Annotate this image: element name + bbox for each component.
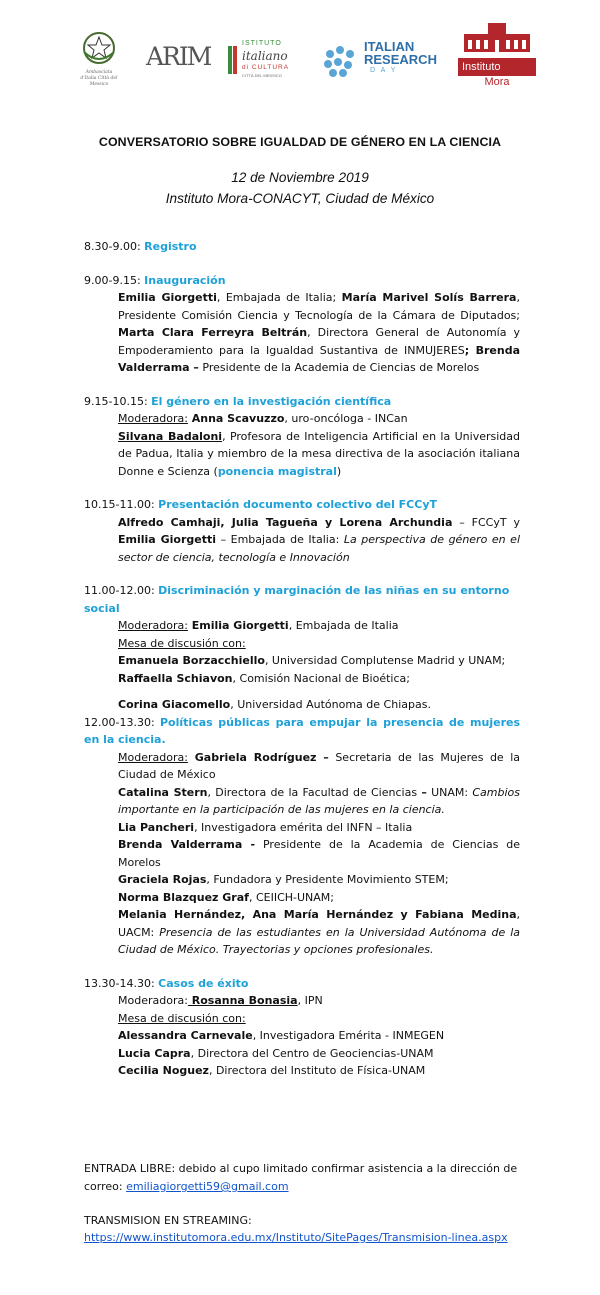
- streaming-link[interactable]: https://www.institutomora.edu.mx/Instituto/SitePages/Transmision-linea.aspx: [84, 1231, 508, 1244]
- mora-line1: Instituto: [458, 58, 536, 76]
- moderator-name: Gabriela Rodríguez –: [187, 750, 329, 764]
- ird-line2: RESEARCH: [364, 52, 437, 67]
- panelist-line: Alessandra Carnevale, Investigadora Emérita - INMEGEN: [118, 1029, 445, 1042]
- session-title: Inauguración: [144, 273, 226, 287]
- embassy-logo: [78, 30, 120, 88]
- email-link[interactable]: emiliagiorgetti59@gmail.com: [126, 1180, 289, 1193]
- panelist-line: Corina Giacomello, Universidad Autónoma de Chiapas.: [118, 698, 431, 711]
- speaker-name: Silvana Badaloni: [118, 429, 223, 443]
- moderator-line: Moderadora: Emilia Giorgetti, Embajada de Italia: [118, 619, 399, 632]
- iic-line2: italiano: [242, 49, 288, 63]
- speaker-name: Emilia Giorgetti: [118, 533, 217, 546]
- speaker-name: Norma Blazquez Graf: [118, 890, 249, 904]
- moderator-name: Rosanna Bonasia: [187, 994, 298, 1007]
- panel-label: Mesa de discusión con:: [118, 636, 246, 650]
- molecule-icon: [322, 44, 358, 80]
- ird-line3: D A Y: [370, 67, 398, 74]
- speaker-line: Norma Blazquez Graf, CEIICH-UNAM;: [118, 890, 334, 904]
- session-politicas: [84, 714, 520, 749]
- speaker-name: Marta Clara Ferreyra Beltrán: [118, 326, 308, 339]
- speaker-name: Emilia Giorgetti: [118, 291, 217, 304]
- session-speakers: Emilia Giorgetti, Embajada de Italia; María Marivel Solís Barrera, Presidente Comisión Ciencia y Tecnología de la Cámara de Diputados; Marta Clara Ferreyra Beltrán, Directora General de Autonomía y Empoderamiento para la Igualdad Sustantiva de INMUJERES; Brenda Valderrama – Presidente de la Academia de Ciencias de Morelos: [118, 291, 520, 374]
- embassy-caption: Ambasciata d'Italia Città del Messico: [80, 70, 118, 87]
- panelist-name: Lucia Capra: [118, 1046, 191, 1060]
- event-date: 12 de Noviembre 2019: [231, 170, 369, 185]
- session-time: 13.30-14.30:: [84, 976, 159, 990]
- panelist-line: Emanuela Borzacchiello, Universidad Complutense Madrid y UNAM;: [118, 654, 506, 667]
- session-title: Discriminación y marginación de las niñas en su entorno social: [84, 584, 510, 615]
- speaker-name: Lia Pancheri: [118, 820, 195, 834]
- panelist-line: Cecilia Noguez, Directora del Instituto de Física-UNAM: [118, 1064, 426, 1077]
- speaker-line: Catalina Stern, Directora de la Facultad de Ciencias – UNAM: Cambios importante en la participación de las mujeres en la ciencia.: [118, 785, 521, 816]
- instituto-mora-logo: [458, 20, 536, 90]
- event-venue: Instituto Mora-CONACYT, Ciudad de México: [165, 191, 435, 206]
- session-title: Presentación documento colectivo del FCCyT: [158, 498, 437, 511]
- session-discriminacion: [84, 582, 520, 617]
- speaker-line: Graciela Rojas, Fundadora y Presidente Movimiento STEM;: [118, 873, 449, 886]
- mora-line2: Mora: [484, 76, 510, 88]
- moderator-name: Emilia Giorgetti: [187, 619, 289, 632]
- speaker-name: Melania Hernández, Ana María Hernández y Fabiana Medina: [118, 908, 517, 921]
- italian-emblem-icon: [78, 30, 120, 66]
- panelist-name: Cecilia Noguez: [118, 1064, 209, 1077]
- arim-logo: [146, 42, 211, 78]
- panelist-line: Lucia Capra, Directora del Centro de Geociencias-UNAM: [118, 1046, 434, 1060]
- panelist-name: Emanuela Borzacchiello: [118, 654, 265, 667]
- session-registro: [84, 238, 520, 256]
- session-time: 10.15-11.00:: [84, 498, 159, 511]
- session-casos: [84, 975, 520, 993]
- speaker-name: Alfredo Camhaji, Julia Tagueña y Lorena Archundia: [118, 515, 453, 529]
- session-genero: [84, 393, 520, 411]
- logo-bar: [0, 20, 600, 100]
- session-title: Registro: [144, 240, 197, 253]
- speaker-name: Brenda Valderrama –: [118, 343, 520, 374]
- arim-wordmark: ARIM: [146, 42, 211, 71]
- panelist-name: Corina Giacomello: [118, 698, 231, 711]
- mora-building-icon: [458, 20, 536, 54]
- moderator-line: Moderadora: Anna Scavuzzo, uro-oncóloga - INCan: [118, 412, 408, 425]
- speaker-line: Silvana Badaloni, Profesora de Inteligencia Artificial en la Universidad de Padua, Italia y miembro de la mesa directiva de la asociación italiana Donne e Scienza (ponencia magistral): [118, 429, 520, 478]
- streaming-label: TRANSMISION EN STREAMING:: [84, 1214, 252, 1227]
- entrada-libre-note: ENTRADA LIBRE: debido al cupo limitado confirmar asistencia a la dirección de correo: emiliagiorgetti59@gmail.com: [84, 1162, 518, 1193]
- speaker-name: Catalina Stern: [118, 785, 208, 799]
- panel-label: Mesa de discusión con:: [118, 1011, 246, 1025]
- entrada-label: ENTRADA LIBRE: [84, 1162, 172, 1175]
- panelist-name: Raffaella Schiavon: [118, 671, 233, 685]
- session-fccyt: [84, 496, 520, 514]
- iic-line1: ISTITUTO: [242, 40, 282, 47]
- panelist-name: Alessandra Carnevale: [118, 1029, 253, 1042]
- iic-line4: CITTÀ DEL MESSICO: [242, 73, 282, 78]
- speaker-line: Alfredo Camhaji, Julia Tagueña y Lorena Archundia – FCCyT y Emilia Giorgetti – Embajada de Italia: La perspectiva de género en el sector de ciencia, tecnología e Innovación: [118, 515, 520, 564]
- session-title: El género en la investigación científica: [151, 394, 392, 408]
- session-time: 8.30-9.00:: [84, 240, 145, 253]
- iic-line3: di CULTURA: [242, 64, 290, 71]
- iic-flag-stripe: [233, 46, 237, 74]
- moderator-name: Anna Scavuzzo: [187, 412, 285, 425]
- iic-flag-stripe: [228, 46, 232, 74]
- program: [84, 238, 520, 1080]
- panelist-line: Raffaella Schiavon, Comisión Nacional de Bioética;: [118, 671, 410, 685]
- session-time: 11.00-12.00:: [84, 584, 159, 597]
- session-title: Casos de éxito: [158, 976, 249, 990]
- speaker-line: Brenda Valderrama - Presidente de la Academia de Ciencias de Morelos: [118, 838, 521, 869]
- speaker-name: María Marivel Solís Barrera: [341, 291, 517, 304]
- session-time: 12.00-13.30:: [84, 715, 160, 729]
- moderator-line: Moderadora: Rosanna Bonasia, IPN: [118, 994, 323, 1007]
- session-inauguracion: [84, 272, 520, 290]
- page-title: CONVERSATORIO SOBRE IGUALDAD DE GÉNERO EN LA CIENCIA: [98, 135, 502, 149]
- speaker-name: Brenda Valderrama -: [118, 838, 256, 851]
- session-time: 9.00-9.15:: [84, 273, 145, 287]
- ird-line1: ITALIAN: [364, 39, 415, 54]
- streaming-note: [84, 1229, 520, 1247]
- speaker-line: Lia Pancheri, Investigadora emérita del INFN – Italia: [118, 820, 413, 834]
- session-time: 9.15-10.15:: [84, 394, 152, 408]
- moderator-line: Moderadora: Gabriela Rodríguez – Secretaria de las Mujeres de la Ciudad de México: [118, 750, 521, 781]
- iic-logo: [228, 38, 308, 84]
- speaker-name: Graciela Rojas: [118, 873, 207, 886]
- session-title: Políticas públicas para empujar la presencia de mujeres en la ciencia.: [84, 715, 520, 746]
- italian-research-day-logo: [322, 38, 437, 88]
- speaker-line: Melania Hernández, Ana María Hernández y Fabiana Medina, UACM: Presencia de las estudiantes en la Universidad Autónoma de la Ciudad de México. Trayectorias y opciones profesionales.: [118, 908, 520, 956]
